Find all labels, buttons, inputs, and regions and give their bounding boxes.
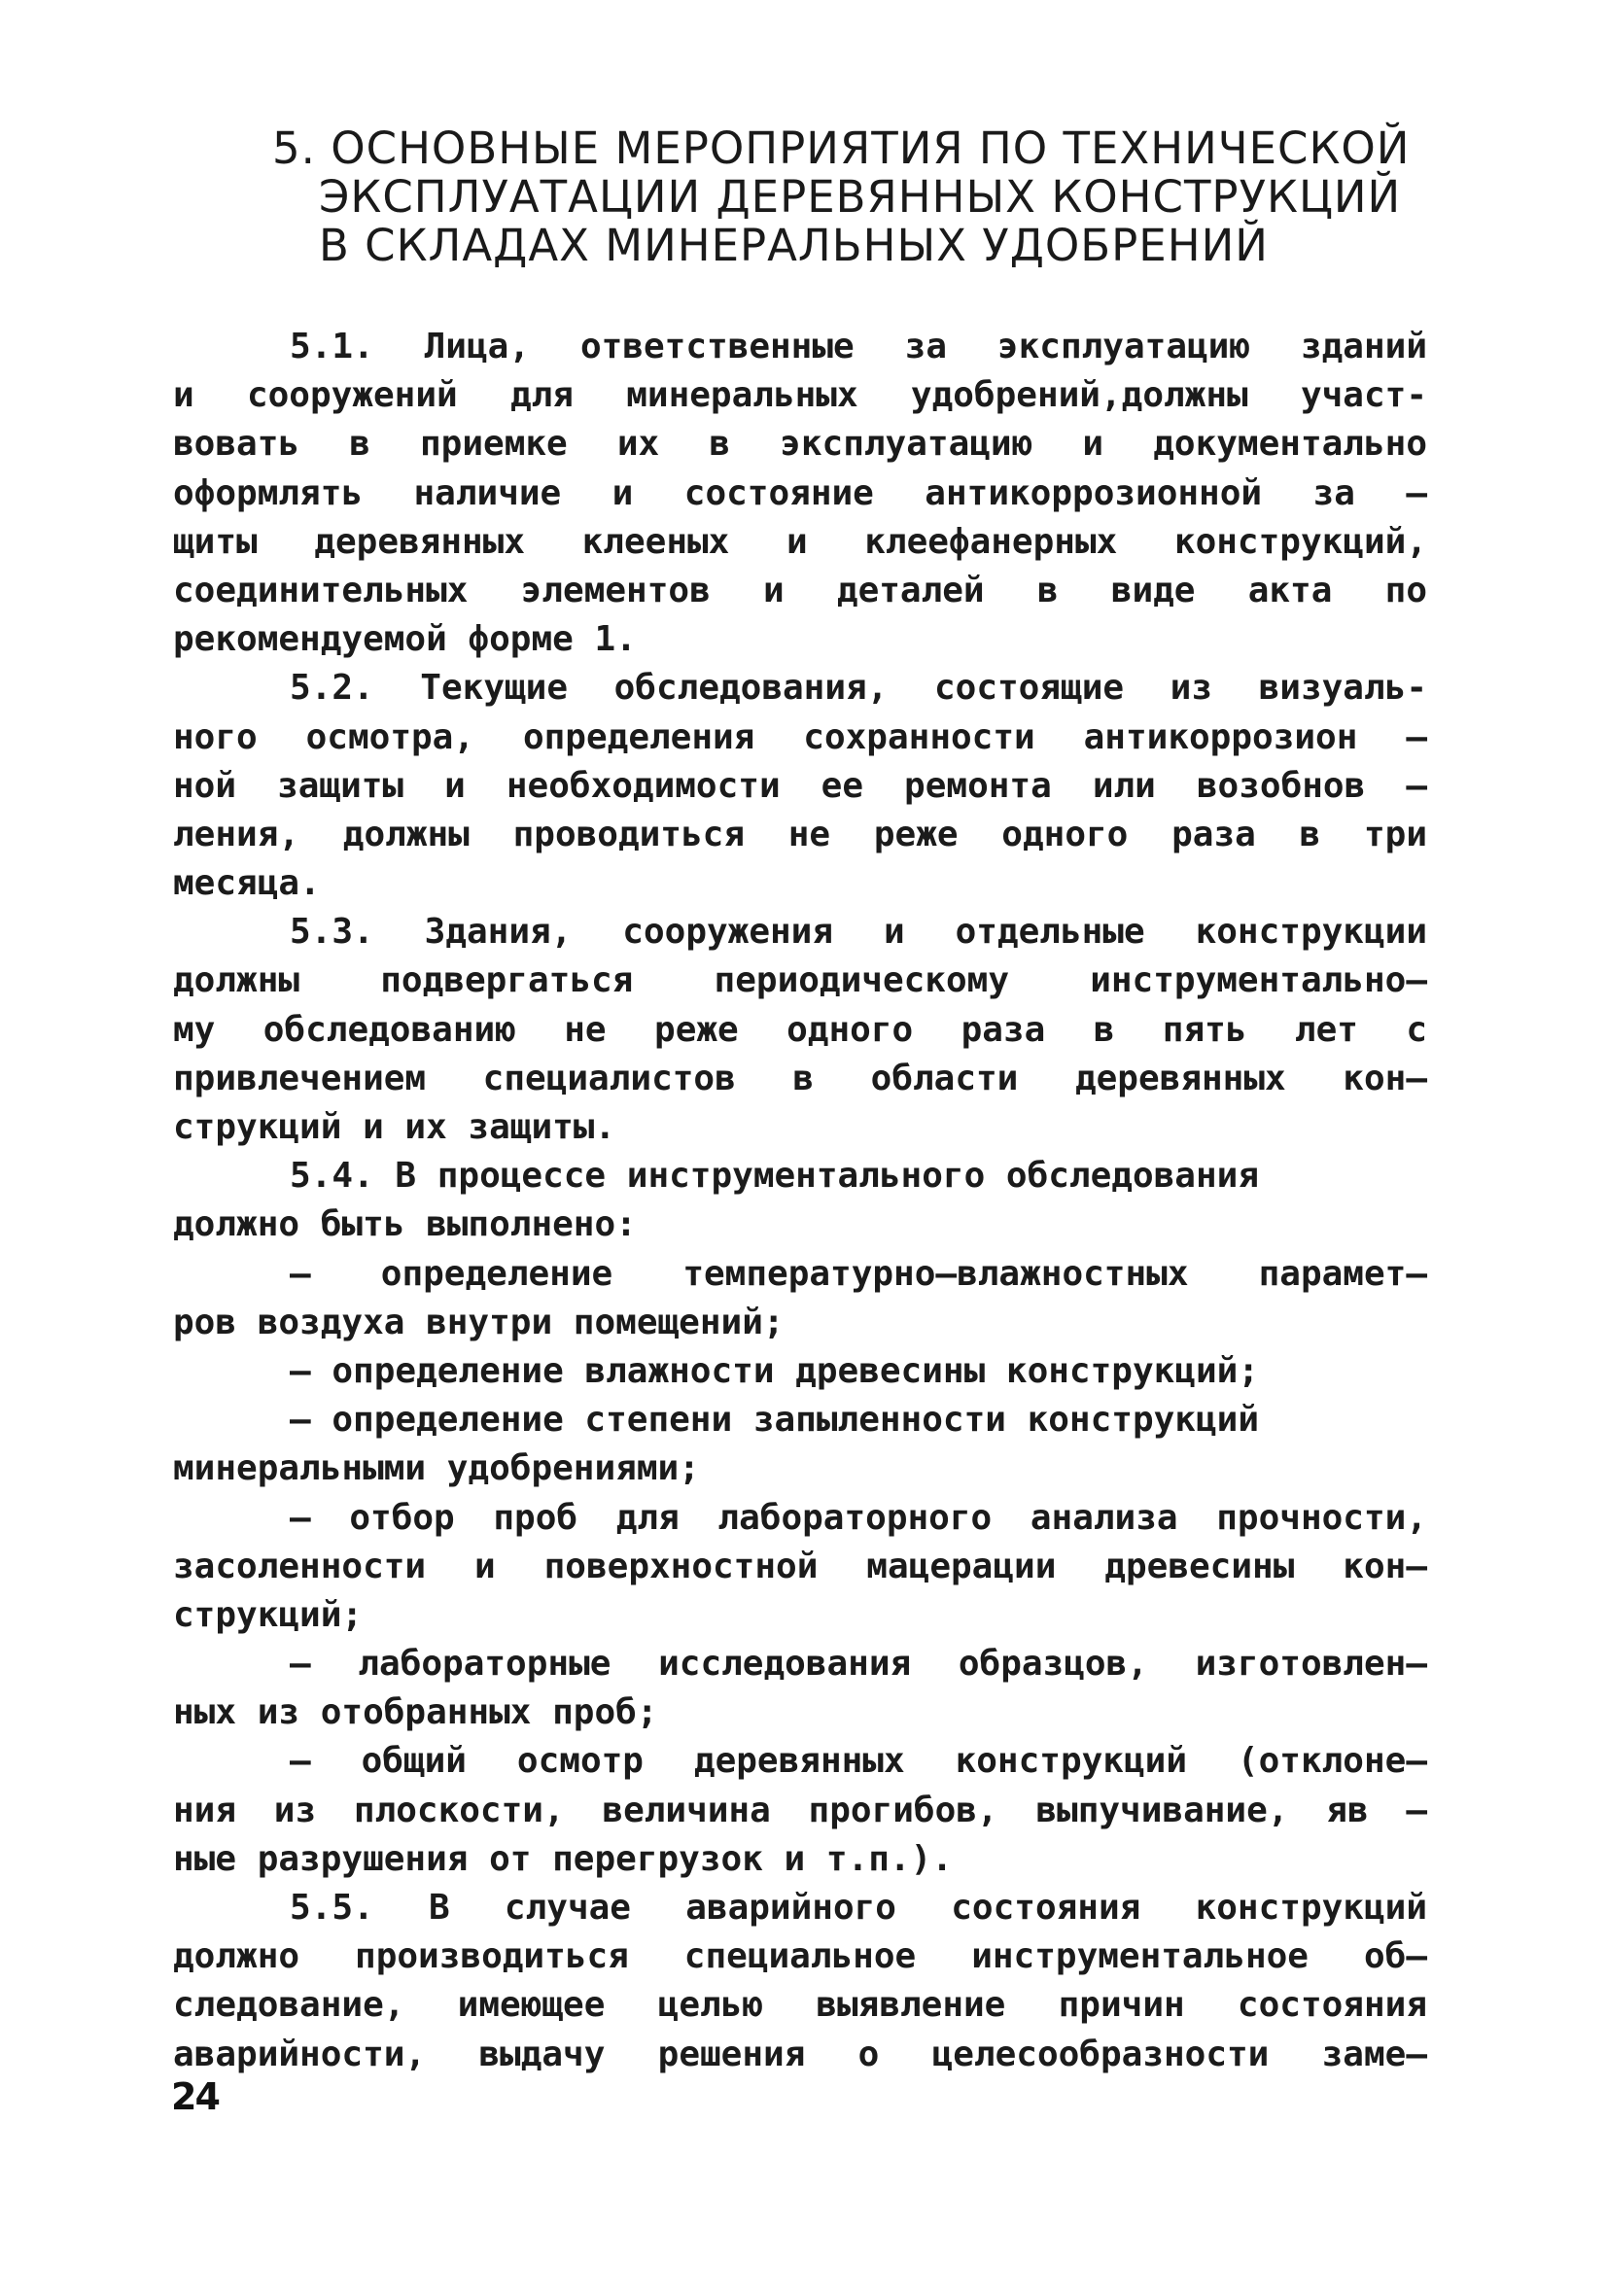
text-line: ные разрушения от перегрузок и т.п.). <box>173 1838 953 1879</box>
text-line: ния из плоскости, величина прогибов, выпучивание, яв – <box>173 1790 1427 1830</box>
text-line: аварийности, выдачу решения о целесообразности заме– <box>173 2034 1427 2074</box>
text-line: щиты деревянных клееных и клеефанерных конструкций, <box>173 521 1427 562</box>
text-line: 5.4. В процессе инструментального обследования <box>290 1156 1259 1197</box>
text-line: 5.3. Здания, сооружения и отдельные конструкции <box>290 912 1427 953</box>
text-line: должно быть выполнено: <box>173 1204 637 1245</box>
heading-line-2: ЭКСПЛУАТАЦИИ ДЕРЕВЯННЫХ КОНСТРУКЦИЙ <box>319 171 1402 223</box>
section-heading <box>272 124 1468 270</box>
text-line: 5.1. Лица, ответственные за эксплуатацию зданий <box>290 327 1427 366</box>
list-item-line: – общий осмотр деревянных конструкций (отклоне– <box>290 1741 1427 1782</box>
text-line: месяца. <box>173 863 321 904</box>
text-line: ления, должны проводиться не реже одного раза в три <box>173 814 1427 854</box>
heading-line-1: 5. ОСНОВНЫЕ МЕРОПРИЯТИЯ ПО ТЕХНИЧЕСКОЙ <box>272 122 1411 174</box>
list-item-line: – лабораторные исследования образцов, изготовлен– <box>290 1644 1427 1685</box>
list-item-line: – определение влажности древесины конструкций; <box>290 1350 1259 1391</box>
text-line: ных из отобранных проб; <box>173 1692 658 1733</box>
text-line: должно производиться специальное инструментальное об– <box>173 1936 1427 1977</box>
text-line: му обследованию не реже одного раза в пять лет с <box>173 1009 1427 1050</box>
text-line: минеральными удобрениями; <box>173 1448 700 1489</box>
body-text <box>173 323 1437 2079</box>
text-line: ров воздуха внутри помещений; <box>173 1302 785 1342</box>
text-line: соединительных элементов и деталей в виде акта по <box>173 570 1427 610</box>
text-line: 5.5. В случае аварийного состояния конструкций <box>290 1888 1427 1928</box>
text-line: и сооружений для минеральных удобрений,должны участ- <box>173 375 1427 416</box>
text-line: струкций и их защиты. <box>173 1107 616 1147</box>
list-item-line: – определение степени запыленности конструкций <box>290 1400 1259 1441</box>
text-line: ной защиты и необходимости ее ремонта или возобнов – <box>173 765 1427 806</box>
text-line: оформлять наличие и состояние антикоррозионной за – <box>173 472 1427 513</box>
text-line: 5.2. Текущие обследования, состоящие из визуаль- <box>290 668 1427 709</box>
text-line: рекомендуемой форме 1. <box>173 619 637 660</box>
list-item-line: – определение температурно–влажностных парамет– <box>290 1253 1427 1294</box>
text-line: ного осмотра, определения сохранности антикоррозион – <box>173 716 1427 757</box>
page-number: 24 <box>171 2075 219 2118</box>
text-line: струкций; <box>173 1594 364 1635</box>
list-item-line: – отбор проб для лабораторного анализа прочности, <box>290 1497 1427 1538</box>
text-line: засоленности и поверхностной мацерации древесины кон– <box>173 1546 1427 1586</box>
text-line: должны подвергаться периодическому инструментально– <box>173 960 1427 1001</box>
text-line: следование, имеющее целью выявление причин состояния <box>173 1985 1427 2026</box>
text-line: вовать в приемке их в эксплуатацию и документально <box>173 424 1427 465</box>
text-line: привлечением специалистов в области деревянных кон– <box>173 1058 1427 1098</box>
heading-line-3: В СКЛАДАХ МИНЕРАЛЬНЫХ УДОБРЕНИЙ <box>319 220 1269 271</box>
